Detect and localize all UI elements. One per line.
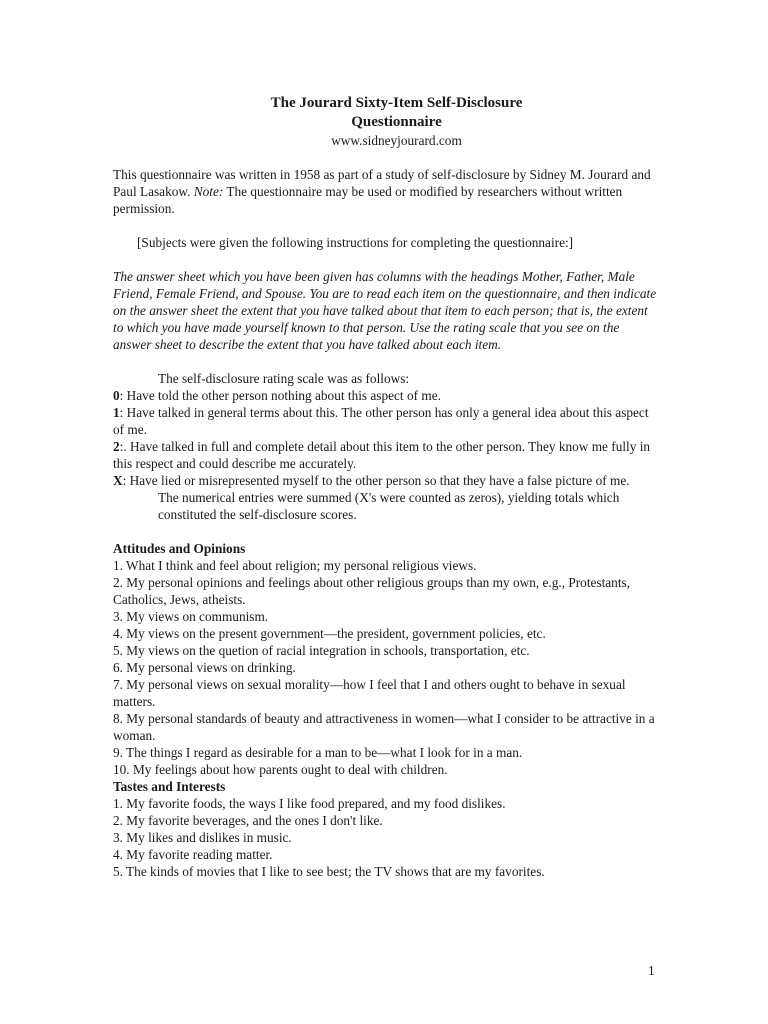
section-heading: Attitudes and Opinions bbox=[113, 541, 246, 556]
list-item: 10. My feelings about how parents ought to deal with children. bbox=[113, 762, 448, 777]
scoring-note: The numerical entries were summed (X's were counted as zeros), yielding totals which constituted the self-disclosure scores. bbox=[158, 490, 620, 522]
section-heading: Tastes and Interests bbox=[113, 779, 226, 794]
scale-text: : Have lied or misrepresented myself to the other person so that they have a false picture of me. bbox=[122, 473, 630, 488]
scale-item-1 bbox=[113, 404, 658, 438]
list-item: 1. What I think and feel about religion; my personal religious views. bbox=[113, 558, 477, 573]
list-item: 5. The kinds of movies that I like to see best; the TV shows that are my favorites. bbox=[113, 864, 545, 879]
website-text: www.sidneyjourard.com bbox=[331, 133, 462, 148]
scale-text: : Have talked in general terms about this. The other person has only a general idea about this aspect of me. bbox=[113, 405, 649, 437]
section-tastes-interests bbox=[113, 778, 658, 880]
intro-text-end: The questionnaire may be used or modified by researchers without written permission. bbox=[113, 184, 623, 216]
list-item: 2. My favorite beverages, and the ones I don't like. bbox=[113, 813, 383, 828]
list-item: 9. The things I regard as desirable for a man to be—what I look for in a man. bbox=[113, 745, 523, 760]
list-item: 8. My personal standards of beauty and attractiveness in women—what I consider to be attractive in a woman. bbox=[113, 711, 655, 743]
scale-key: X bbox=[113, 473, 123, 488]
scale-intro: The self-disclosure rating scale was as follows: bbox=[158, 371, 410, 386]
list-item: 2. My personal opinions and feelings about other religious groups than my own, e.g., Protestants, Catholics, Jews, atheists. bbox=[113, 575, 631, 607]
scale-key: 0 bbox=[113, 388, 120, 403]
document-title-line2: Questionnaire bbox=[351, 114, 442, 130]
list-item: 4. My favorite reading matter. bbox=[113, 847, 273, 862]
list-item: 3. My views on communism. bbox=[113, 609, 269, 624]
intro-text-start: This questionnaire was written in 1958 as part of a study of self-disclosure by Sidney M. Jourard and Paul Lasakow. bbox=[113, 167, 651, 199]
page-content bbox=[113, 94, 658, 880]
list-item: 6. My personal views on drinking. bbox=[113, 660, 296, 675]
scale-key: 1 bbox=[113, 405, 120, 420]
page-number: 1 bbox=[648, 963, 655, 978]
scale-key: 2 bbox=[113, 439, 120, 454]
intro-note-label: Note: bbox=[193, 184, 224, 199]
list-item: 7. My personal views on sexual morality—how I feel that I and others ought to behave in sexual matters. bbox=[113, 677, 626, 709]
list-item: 5. My views on the quetion of racial integration in schools, transportation, etc. bbox=[113, 643, 530, 658]
bracket-note: [Subjects were given the following instructions for completing the questionnaire:] bbox=[137, 235, 574, 250]
rating-scale-list bbox=[113, 387, 658, 489]
instructions-paragraph: The answer sheet which you have been given has columns with the headings Mother, Father, Male Friend, Female Friend, and Spouse. You are to read each item on the questionnaire, and then indicate on the answer sheet the extent that you have talked about that item to each person; that is, the extent to which you have made yourself known to that person. Use the rating scale that you see on the answer sheet to describe the extent that you have talked about each item. bbox=[113, 269, 657, 352]
scale-text: :. Have talked in full and complete detail about this item to the other person. They know me fully in this respect and could describe me accurately. bbox=[113, 439, 651, 471]
scale-text: : Have told the other person nothing about this aspect of me. bbox=[119, 388, 441, 403]
scale-item-0 bbox=[113, 387, 658, 404]
list-item: 1. My favorite foods, the ways I like food prepared, and my food dislikes. bbox=[113, 796, 506, 811]
scale-item-2 bbox=[113, 438, 658, 472]
list-item: 3. My likes and dislikes in music. bbox=[113, 830, 292, 845]
list-item: 4. My views on the present government—the president, government policies, etc. bbox=[113, 626, 546, 641]
intro-paragraph bbox=[113, 166, 658, 217]
document-title-line1: The Jourard Sixty-Item Self-Disclosure bbox=[270, 95, 523, 111]
scale-item-x bbox=[113, 472, 658, 489]
section-attitudes-opinions bbox=[113, 540, 658, 778]
